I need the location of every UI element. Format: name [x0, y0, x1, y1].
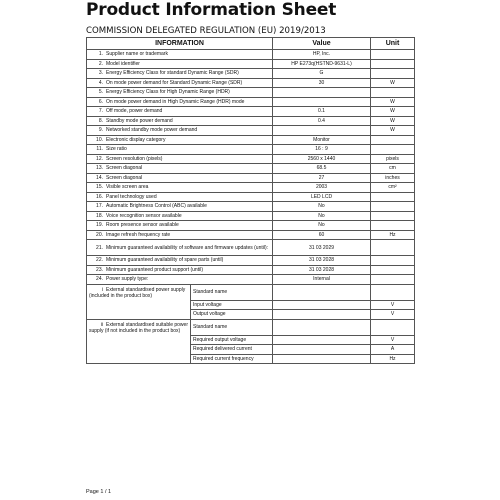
row-label: [87, 202, 273, 212]
row-label-text: Voice recognition sensor available: [106, 212, 182, 219]
supply-item-label: Required delivered current: [191, 345, 273, 355]
supply-item-label: Standard name: [191, 284, 273, 300]
row-label: [87, 97, 273, 107]
table-row: [87, 275, 415, 285]
table-row: [87, 256, 415, 266]
row-label: [87, 192, 273, 202]
row-value: 2560 x 1440: [273, 154, 371, 164]
supply-item-label: Output voltage: [191, 310, 273, 320]
header-unit: Unit: [371, 38, 415, 50]
row-value: 0.4: [273, 116, 371, 126]
row-label-text: Room presence sensor available: [106, 222, 179, 229]
row-value: No: [273, 202, 371, 212]
row-value: HP, Inc.: [273, 50, 371, 60]
row-number: 23.: [96, 266, 103, 273]
row-value: G: [273, 69, 371, 79]
supply-number: i: [101, 286, 103, 293]
row-label: [87, 256, 273, 266]
header-information: INFORMATION: [87, 38, 273, 50]
row-number: 10.: [96, 136, 103, 143]
row-number: 13.: [96, 165, 103, 172]
row-number: 7.: [98, 108, 103, 115]
row-label: [87, 126, 273, 136]
row-value: 31 03 2028: [273, 265, 371, 275]
supply-description: [87, 319, 191, 364]
row-unit: [371, 202, 415, 212]
row-unit: [371, 211, 415, 221]
row-value: 31 03 2029: [273, 240, 371, 256]
row-value: Monitor: [273, 135, 371, 145]
row-number: 14.: [96, 174, 103, 181]
row-label: [87, 88, 273, 98]
regulation-subtitle: COMMISSION DELEGATED REGULATION (EU) 2019/2013: [86, 26, 326, 36]
row-label-text: Minimum guaranteed availability of spare parts (until): [106, 257, 224, 264]
sheet-title: Product Information Sheet: [86, 0, 337, 20]
row-number: 17.: [96, 203, 103, 210]
row-number: 4.: [98, 79, 103, 86]
row-unit: [371, 256, 415, 266]
supply-number: ii: [100, 321, 103, 328]
row-label: [87, 230, 273, 240]
row-value: [273, 126, 371, 136]
row-number: 2.: [98, 60, 103, 67]
row-unit: [371, 221, 415, 231]
row-value: 68.5: [273, 164, 371, 174]
row-value: Internal: [273, 275, 371, 285]
row-unit: W: [371, 126, 415, 136]
row-unit: [371, 69, 415, 79]
table-row: [87, 88, 415, 98]
row-label-text: Image refresh frequency rate: [106, 231, 171, 238]
row-label-text: Visible screen area: [106, 184, 149, 191]
row-number: 15.: [96, 184, 103, 191]
row-unit: [371, 50, 415, 60]
table-row: [87, 107, 415, 117]
row-unit: inches: [371, 173, 415, 183]
supply-item-label: Required output voltage: [191, 335, 273, 345]
table-header-row: [87, 38, 415, 50]
table-row: [87, 97, 415, 107]
table-row: [87, 78, 415, 88]
row-label-text: Energy Efficiency Class for High Dynamic Range (HDR): [106, 89, 230, 96]
row-label: [87, 69, 273, 79]
row-value: No: [273, 221, 371, 231]
supply-item-unit: A: [371, 345, 415, 355]
row-unit: [371, 59, 415, 69]
row-number: 9.: [98, 127, 103, 134]
row-number: 12.: [96, 155, 103, 162]
row-number: 11.: [96, 146, 103, 153]
supply-item-unit: Hz: [371, 354, 415, 364]
supply-item-value: [273, 319, 371, 335]
table-row: [87, 265, 415, 275]
row-label: [87, 275, 273, 285]
row-unit: [371, 192, 415, 202]
row-unit: pixels: [371, 154, 415, 164]
row-unit: [371, 88, 415, 98]
row-label: [87, 164, 273, 174]
table-row: [87, 211, 415, 221]
row-label: [87, 78, 273, 88]
row-unit: W: [371, 78, 415, 88]
row-number: 16.: [96, 193, 103, 200]
row-label: [87, 173, 273, 183]
row-number: 5.: [98, 89, 103, 96]
supply-row: [87, 319, 415, 335]
row-label-text: Standby mode power demand: [106, 117, 173, 124]
row-label: [87, 183, 273, 193]
row-label: [87, 107, 273, 117]
row-label: [87, 240, 273, 256]
row-number: 8.: [98, 117, 103, 124]
row-unit: W: [371, 107, 415, 117]
row-number: 19.: [96, 222, 103, 229]
table-row: [87, 202, 415, 212]
row-label-text: Screen resolution (pixels): [106, 155, 163, 162]
row-label-text: Power supply type:: [106, 276, 149, 283]
row-label-text: Supplier name or trademark: [106, 51, 168, 58]
row-label-text: Model identifier: [106, 60, 140, 67]
table-row: [87, 192, 415, 202]
row-number: 6.: [98, 98, 103, 105]
supply-item-value: [273, 345, 371, 355]
row-label-text: Size ratio: [106, 146, 127, 153]
supply-item-unit: [371, 284, 415, 300]
row-label-text: Automatic Brightness Control (ABC) available: [106, 203, 207, 210]
row-label: [87, 50, 273, 60]
supply-item-value: [273, 354, 371, 364]
row-label-text: On mode power demand in High Dynamic Range (HDR) mode: [106, 98, 245, 105]
table-row: [87, 50, 415, 60]
row-label: [87, 145, 273, 155]
row-value: [273, 88, 371, 98]
supply-row: [87, 284, 415, 300]
supply-item-value: [273, 310, 371, 320]
table-row: [87, 183, 415, 193]
row-value: HP E273q(HSTND-9631-L): [273, 59, 371, 69]
supply-description: [87, 284, 191, 319]
row-value: 0.1: [273, 107, 371, 117]
row-number: 21.: [96, 244, 103, 251]
row-value: 16 : 9: [273, 145, 371, 155]
row-number: 1.: [98, 51, 103, 58]
supply-item-label: Input voltage: [191, 300, 273, 310]
row-value: 31 03 2028: [273, 256, 371, 266]
row-unit: cm²: [371, 183, 415, 193]
row-value: 2003: [273, 183, 371, 193]
supply-item-label: Standard name: [191, 319, 273, 335]
row-value: 60: [273, 230, 371, 240]
page-number: Page 1 / 1: [86, 489, 112, 495]
supply-item-value: [273, 335, 371, 345]
supply-label: External standardised power supply (included in the product box): [89, 286, 186, 299]
table-row: [87, 230, 415, 240]
row-value: No: [273, 211, 371, 221]
supply-item-unit: V: [371, 300, 415, 310]
row-unit: Hz: [371, 230, 415, 240]
row-value: [273, 97, 371, 107]
row-value: 30: [273, 78, 371, 88]
row-unit: W: [371, 116, 415, 126]
row-label: [87, 211, 273, 221]
table-row: [87, 221, 415, 231]
row-unit: W: [371, 97, 415, 107]
row-label-text: Panel technology used: [106, 193, 157, 200]
row-label-text: Networked standby mode power demand: [106, 127, 198, 134]
row-unit: cm: [371, 164, 415, 174]
supply-item-unit: V: [371, 335, 415, 345]
table-row: [87, 126, 415, 136]
header-value: Value: [273, 38, 371, 50]
row-label-text: Off mode, power demand: [106, 108, 163, 115]
table-row: [87, 135, 415, 145]
row-label-text: Electronic display category: [106, 136, 166, 143]
row-unit: [371, 145, 415, 155]
row-label-text: Screen diagonal: [106, 165, 143, 172]
row-label: [87, 265, 273, 275]
row-unit: [371, 265, 415, 275]
table-row: [87, 59, 415, 69]
row-value: LED LCD: [273, 192, 371, 202]
row-number: 18.: [96, 212, 103, 219]
table-row: [87, 173, 415, 183]
row-number: 20.: [96, 231, 103, 238]
row-unit: [371, 135, 415, 145]
row-label-text: Minimum guaranteed availability of software and firmware updates (until):: [106, 244, 269, 251]
row-number: 3.: [98, 70, 103, 77]
table-row: [87, 240, 415, 256]
supply-item-unit: [371, 319, 415, 335]
table-row: [87, 154, 415, 164]
supply-item-unit: V: [371, 310, 415, 320]
row-label-text: Energy Efficiency Class for standard Dynamic Range (SDR): [106, 70, 239, 77]
row-label: [87, 116, 273, 126]
row-value: 27: [273, 173, 371, 183]
row-label-text: Minimum guaranteed product support (until): [106, 266, 203, 273]
row-number: 24.: [96, 276, 103, 283]
table-row: [87, 164, 415, 174]
supply-item-label: Required current frequency: [191, 354, 273, 364]
table-row: [87, 145, 415, 155]
row-unit: [371, 240, 415, 256]
row-unit: [371, 275, 415, 285]
row-label: [87, 221, 273, 231]
supply-label: External standardised suitable power supply (if not included in the product box): [89, 321, 188, 334]
table-row: [87, 116, 415, 126]
supply-item-value: [273, 284, 371, 300]
supply-item-value: [273, 300, 371, 310]
row-label-text: Screen diagonal: [106, 174, 143, 181]
row-label: [87, 154, 273, 164]
row-number: 22.: [96, 257, 103, 264]
row-label: [87, 135, 273, 145]
table-row: [87, 69, 415, 79]
row-label-text: On mode power demand for Standard Dynamic Range (SDR): [106, 79, 243, 86]
row-label: [87, 59, 273, 69]
product-info-table: [86, 37, 415, 364]
